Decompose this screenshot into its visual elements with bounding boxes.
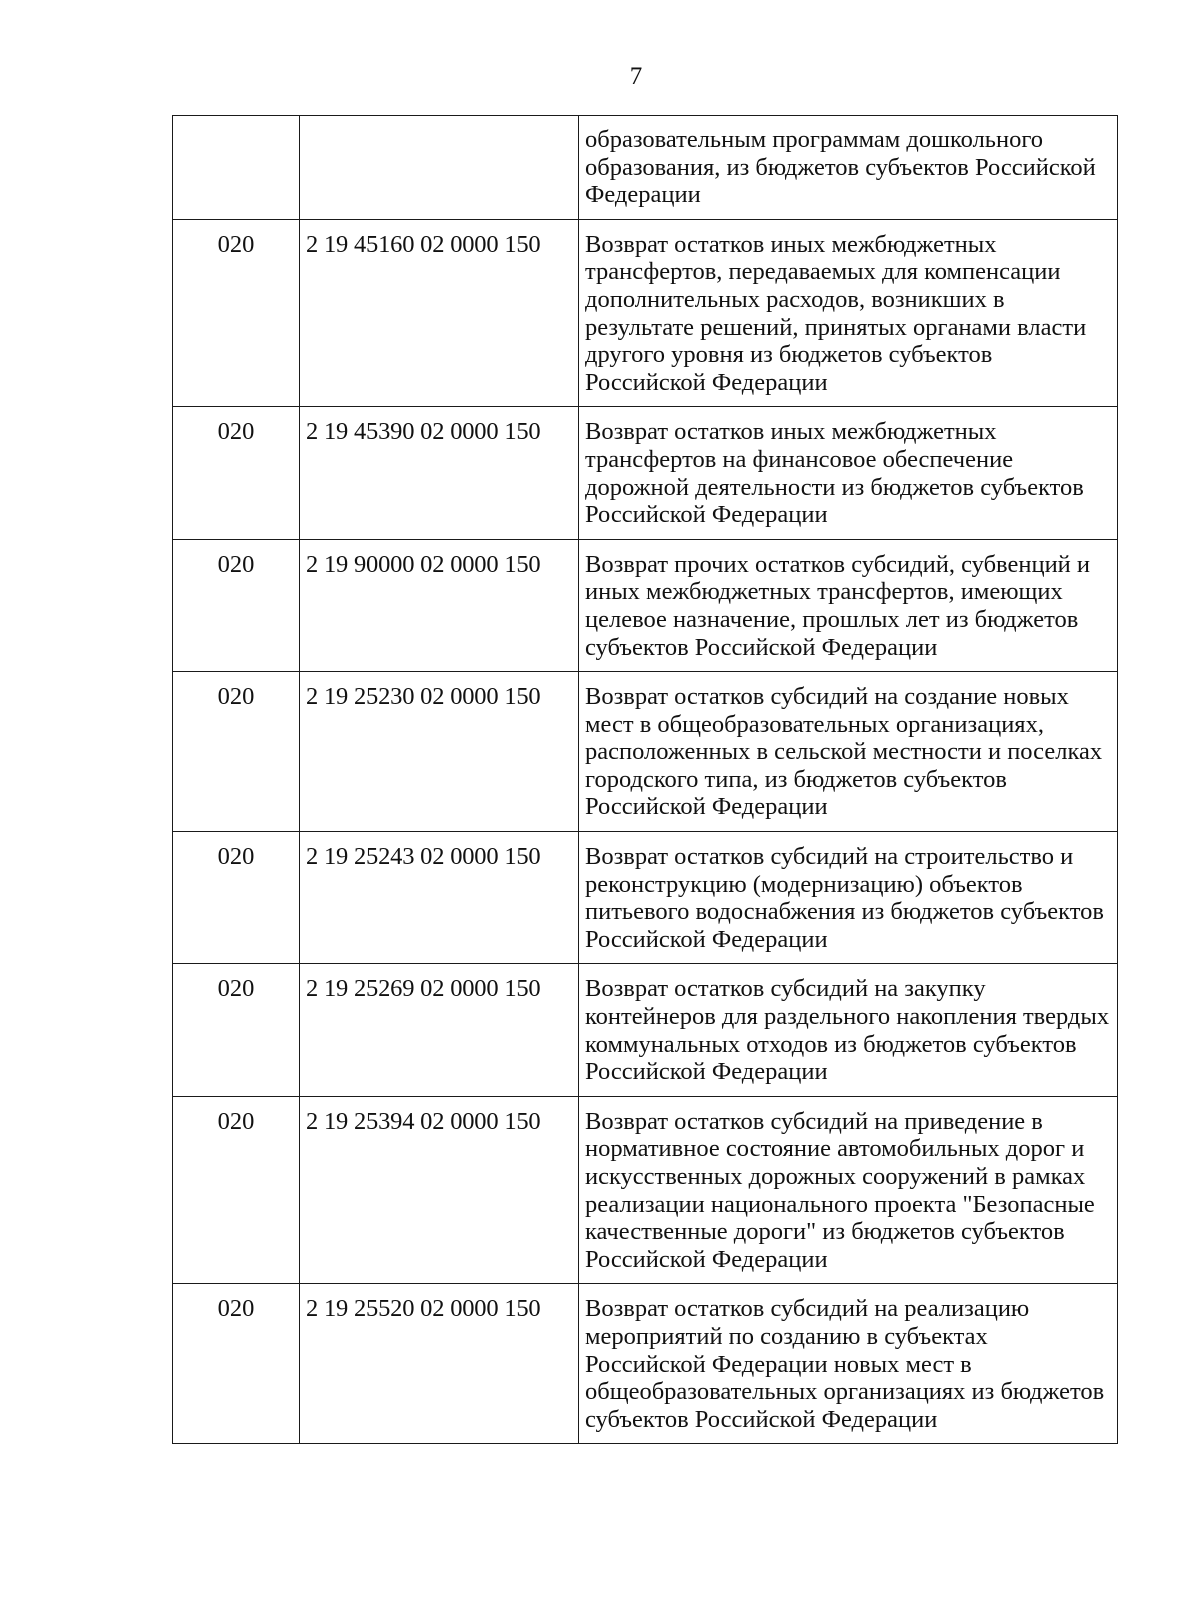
budget-code-cell [300,116,579,220]
admin-code-cell: 020 [173,1284,300,1444]
income-name-cell: Возврат остатков иных межбюджетных трансфертов, передаваемых для компенсации дополнительных расходов, возникших в результате решений, принятых органами власти другого уровня из бюджетов субъектов Российской Федерации [579,219,1118,407]
table-row [173,539,1118,671]
table-row [173,116,1118,220]
budget-code-cell: 2 19 90000 02 0000 150 [300,539,579,671]
admin-code-cell [173,116,300,220]
budget-code-cell: 2 19 45160 02 0000 150 [300,219,579,407]
income-name-cell: Возврат остатков субсидий на приведение в нормативное состояние автомобильных дорог и искусственных дорожных сооружений в рамках реализации национального проекта "Безопасные качественные дороги" из бюджетов субъектов Российской Федерации [579,1096,1118,1284]
table-row [173,1284,1118,1444]
table-row [173,219,1118,407]
income-name-cell: Возврат остатков субсидий на закупку контейнеров для раздельного накопления твердых коммунальных отходов из бюджетов субъектов Российской Федерации [579,964,1118,1096]
income-name-cell: образовательным программам дошкольного образования, из бюджетов субъектов Российской Федерации [579,116,1118,220]
table-row [173,964,1118,1096]
income-name-cell: Возврат остатков субсидий на строительство и реконструкцию (модернизацию) объектов питьевого водоснабжения из бюджетов субъектов Российской Федерации [579,832,1118,964]
budget-code-cell: 2 19 25243 02 0000 150 [300,832,579,964]
admin-code-cell: 020 [173,219,300,407]
table-row [173,832,1118,964]
admin-code-cell: 020 [173,407,300,539]
budget-code-cell: 2 19 25269 02 0000 150 [300,964,579,1096]
admin-code-cell: 020 [173,1096,300,1284]
table-row [173,672,1118,832]
budget-code-cell: 2 19 25394 02 0000 150 [300,1096,579,1284]
page-number: 7 [629,63,643,90]
budget-code-cell: 2 19 25230 02 0000 150 [300,672,579,832]
budget-code-cell: 2 19 25520 02 0000 150 [300,1284,579,1444]
budget-codes-table [172,115,1118,1444]
admin-code-cell: 020 [173,964,300,1096]
income-name-cell: Возврат остатков субсидий на создание новых мест в общеобразовательных организациях, расположенных в сельской местности и поселках городского типа, из бюджетов субъектов Российской Федерации [579,672,1118,832]
income-name-cell: Возврат прочих остатков субсидий, субвенций и иных межбюджетных трансфертов, имеющих целевое назначение, прошлых лет из бюджетов субъектов Российской Федерации [579,539,1118,671]
table-row [173,407,1118,539]
income-name-cell: Возврат остатков субсидий на реализацию мероприятий по созданию в субъектах Российской Федерации новых мест в общеобразовательных организациях из бюджетов субъектов Российской Федерации [579,1284,1118,1444]
income-name-cell: Возврат остатков иных межбюджетных трансфертов на финансовое обеспечение дорожной деятельности из бюджетов субъектов Российской Федерации [579,407,1118,539]
budget-code-cell: 2 19 45390 02 0000 150 [300,407,579,539]
admin-code-cell: 020 [173,832,300,964]
admin-code-cell: 020 [173,672,300,832]
table-row [173,1096,1118,1284]
admin-code-cell: 020 [173,539,300,671]
